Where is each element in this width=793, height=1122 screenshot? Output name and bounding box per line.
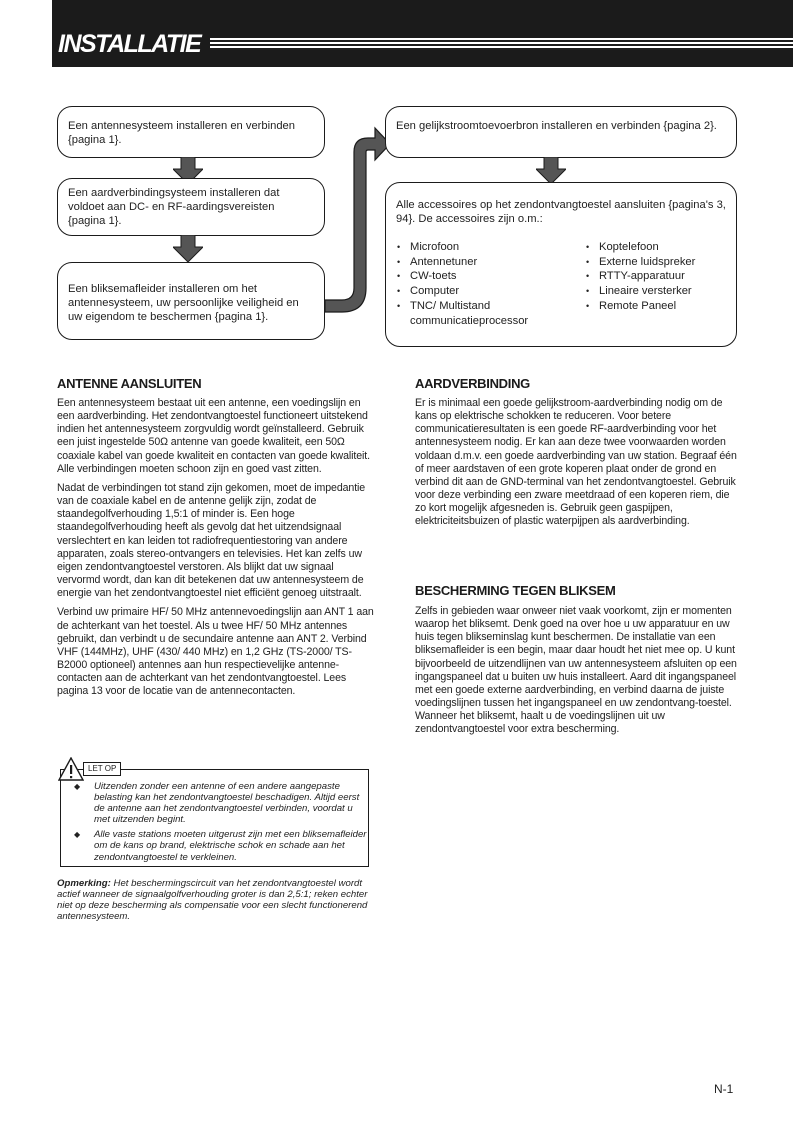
list-item: • Microfoon bbox=[397, 240, 577, 255]
paragraph: Een antennesysteem bestaat uit een antenne, een voedingslijn en een aardverbinding. Het zendontvangtoestel functioneert uitstekend indien het antennesysteem zorgvuldig wordt geïnstalleerd. Gebruik een juist ingestelde 50Ω antenne van goede kwaliteit, een 50Ω coaxiale kabel van goede kwaliteit en contacten van goede kwaliteit. Alle verbindingen moeten schoon zijn en goed vast zitten. bbox=[57, 397, 370, 475]
section-title-antenne: ANTENNE AANSLUITEN bbox=[57, 376, 202, 391]
section-title-bliksem: BESCHERMING TEGEN BLIKSEM bbox=[415, 583, 616, 598]
list-item: • Koptelefoon bbox=[586, 240, 731, 255]
list-item: • RTTY-apparatuur bbox=[586, 269, 731, 284]
paragraph: Verbind uw primaire HF/ 50 MHz antennevoedingslijn aan ANT 1 aan de achterkant van het toestel. Als u twee HF/ 50 MHz antennes gebruikt, dan verbindt u de secundaire antenne aan ANT 2. Verbind VHF (144MHz), UHF (430/ 440 MHz) en 1,2 GHz (TS-2000/ TS-B2000 optioneel) antennes aan hun respectievelijke antenne-contacten aan de achterkant van het zendontvangtoestel. Lees pagina 13 voor de locatie van de antennecontacten. bbox=[57, 606, 374, 698]
note-text: Het beschermingscircuit van het zendontvangtoestel wordt actief wanneer de signaalgolfverhouding groter is dan 2,5:1; reken echter niet op deze bescherming als compensatie voor een slecht functionerend antennesysteem. bbox=[57, 878, 368, 923]
page-number: N-1 bbox=[714, 1082, 734, 1096]
flow-step-antenna-text: Een antennesysteem installeren en verbinden {pagina 1}. bbox=[68, 120, 296, 146]
list-item: • Lineaire versterker bbox=[586, 284, 731, 299]
header-rule-lines bbox=[210, 38, 793, 51]
paragraph: Nadat de verbindingen tot stand zijn gekomen, moet de impedantie van de coaxiale kabel en de antenne gelijk zijn, zodat de staandegolfverhouding 1,5:1 of minder is. Een hoge staandegolfverhouding heeft als gevolg dat het uitzendsignaal verslechtert en kan leiden tot radiofrequentiestoring van andere apparaten, zoals stereo-ontvangers en televisies. Het kan zelfs uw eigen zendontvangtoestel verstoren. Als blijkt dat uw signaal vervormd wordt, dan kan dit betekenen dat uw antennesysteem de energie van het zendontvangtoestel niet efficiënt genoeg uitstraalt. bbox=[57, 481, 366, 600]
flow-arrow-down-icon bbox=[173, 235, 203, 262]
list-item: • Antennetuner bbox=[397, 255, 577, 270]
list-item: • Externe luidspreker bbox=[586, 255, 731, 270]
flow-step-dc-power bbox=[385, 106, 737, 158]
list-item: • CW-toets bbox=[397, 269, 577, 284]
page-header bbox=[52, 0, 793, 67]
section-title-aardverbinding: AARDVERBINDING bbox=[415, 376, 530, 391]
page-title: INSTALLATIE bbox=[58, 30, 201, 58]
section-body-aardverbinding bbox=[415, 397, 737, 535]
list-item: • Computer bbox=[397, 284, 577, 299]
note bbox=[57, 878, 377, 922]
accessories-list-left bbox=[397, 240, 577, 328]
list-item: • Remote Paneel bbox=[586, 299, 731, 314]
section-body-bliksem bbox=[415, 605, 737, 743]
paragraph: Zelfs in gebieden waar onweer niet vaak voorkomt, zijn er momenten waarop het bliksemt. Denk goed na over hoe u uw apparatuur en uw huis tegen blikseminslag kunt beschermen. De installatie van een bliksemafleider is een begin, maar daar houdt het niet mee op. U kunt bijvoorbeeld de uitzendlijnen van uw antennesysteem afsluiten op een ingangspaneel dat u buiten uw huis installeert. Aard dit ingangspaneel met een goede externe aardverbinding, en verbind daarna de juiste voedingslijnen tussen het ingangspaneel en uw zendontvang-toestel. Wanneer het bliksemt, haalt u de voedingslijnen uit uw zendontvangtoestel voor extra bescherming. bbox=[415, 605, 737, 736]
note-label: Opmerking: bbox=[57, 878, 111, 889]
flow-step-lightning-arrester bbox=[57, 262, 325, 340]
caution-list bbox=[70, 781, 370, 867]
list-item: • TNC/ Multistand communicatieprocessor bbox=[397, 299, 560, 328]
flow-connector bbox=[320, 110, 395, 320]
flow-step-ground bbox=[57, 178, 325, 236]
flow-arrow-down-icon bbox=[536, 157, 566, 184]
flow-step-lightning-arrester-text: Een bliksemafleider installeren om het antennesysteem, uw persoonlijke veiligheid en uw eigendom te beschermen {pagina 1}. bbox=[68, 283, 299, 323]
list-item: ◆ Uitzenden zonder een antenne of een andere aangepaste belasting kan het zendontvangtoestel beschadigen. Altijd eerst de antenne aan het zendontvangtoestel verbinden, voordat u met uitzenden begint. bbox=[70, 781, 370, 825]
accessories-list-right bbox=[586, 240, 731, 314]
flow-step-dc-power-text: Een gelijkstroomtoevoerbron installeren en verbinden {pagina 2}. bbox=[396, 120, 717, 132]
list-item: ◆ Alle vaste stations moeten uitgerust zijn met een bliksemafleider om de kans op brand, elektrische schok en schade aan het zendontvangtoestel te verkleinen. bbox=[70, 829, 370, 862]
flow-step-accessories-intro: Alle accessoires op het zendontvangtoestel aansluiten {pagina's 3, 94}. De accessoires zijn o.m.: bbox=[396, 199, 726, 225]
caution-label: LET OP bbox=[83, 762, 121, 776]
flow-step-ground-text: Een aardverbindingsysteem installeren dat voldoet aan DC- en RF-aardingsvereisten {pagina 1}. bbox=[68, 187, 280, 227]
flow-step-antenna bbox=[57, 106, 325, 158]
section-body-antenne bbox=[57, 397, 379, 704]
paragraph: Er is minimaal een goede gelijkstroom-aardverbinding nodig om de kans op elektrische schokken te reduceren. Voor betere communicatieresultaten is een goede RF-aardverbinding voor het antennesysteem nodig. Er kan aan deze twee voorwaarden worden voldaan d.m.v. een goede aardverbinding van uw station. Begraaf één of meer aardstaven of een grote koperen plaat onder de grond en verbind dit aan de GND-terminal van het zendontvangtoestel. Gebruik voor deze verbinding een zware meetdraad of een koperen riem, die zo kort mogelijk afgesneden is. Gebruik geen gaspijpen, elektriciteitsbuizen of plastic waterpijpen als aardverbinding. bbox=[415, 397, 737, 528]
warning-triangle-icon bbox=[58, 757, 84, 781]
